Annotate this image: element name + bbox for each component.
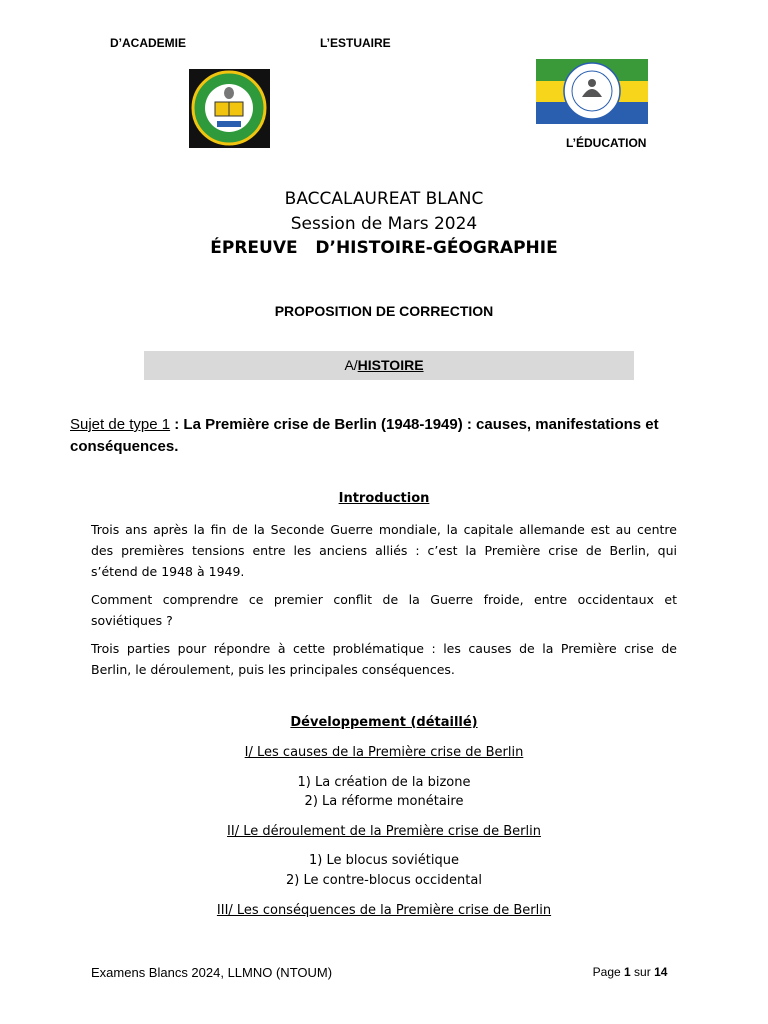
intro-p2-l1: Comment comprendre ce premier conflit de la Guerre froide, entre occidentaux et [91,592,677,607]
section-prefix: A/ [344,357,358,373]
intro-heading: Introduction [338,491,430,506]
part3-heading: III/ Les conséquences de la Première crise de Berlin [216,903,552,918]
intro-p1-l2: des premières tensions entre les anciens alliés : c’est la Première crise de Berlin, qui [91,543,677,558]
section-title [0,357,768,373]
part1-item-2: 2) La réforme monétaire [304,794,464,809]
intro-p1-l1: Trois ans après la fin de la Seconde Guerre mondiale, la capitale allemande est au centre [91,522,677,537]
intro-p1-l3: s’étend de 1948 à 1949. [91,564,245,579]
intro-p2-l2: soviétiques ? [91,613,173,628]
header-education: L’ÉDUCATION [566,136,647,150]
page-number [586,951,667,979]
sujet-line1 [70,416,659,433]
part1-heading: I/ Les causes de la Première crise de Berlin [244,745,524,760]
sujet-type: Sujet de type 1 [70,416,171,433]
sujet-text: : La Première crise de Berlin (1948-1949) : causes, manifestations et [170,416,659,433]
intro-p3-l1: Trois parties pour répondre à cette problématique : les causes de la Première crise de [91,641,677,656]
page-current: 1 [624,965,631,979]
page-total: 14 [654,965,668,979]
title-line3: ÉPREUVE D’HISTOIRE-GÉOGRAPHIE [210,238,558,258]
school-logo [189,69,270,148]
title-line1: BACCALAUREAT BLANC [284,189,484,209]
footer-exam: Examens Blancs 2024, LLMNO (NTOUM) [91,965,333,980]
intro-paragraph-3 [91,638,677,680]
part2-item-1: 1) Le blocus soviétique [309,853,459,868]
part2-heading: II/ Le déroulement de la Première crise de Berlin [227,824,541,839]
sujet-line2: conséquences. [70,438,179,455]
intro-paragraph-2 [91,589,677,631]
dev-heading: Développement (détaillé) [290,715,478,730]
part1-item-1: 1) La création de la bizone [297,775,471,790]
gabon-emblem-flag [536,59,648,124]
page-prefix: Page [592,965,625,979]
proposition-heading: PROPOSITION DE CORRECTION [274,303,494,319]
section-label: HISTOIRE [357,357,424,373]
intro-p3-l2: Berlin, le déroulement, puis les principales conséquences. [91,662,455,677]
title-line2: Session de Mars 2024 [290,214,478,234]
part2-item-2: 2) Le contre-blocus occidental [286,873,482,888]
page-sep: sur [630,965,655,979]
header-estuaire: L’ESTUAIRE [320,36,391,50]
intro-paragraph-1 [91,519,677,582]
header-academie: D’ACADEMIE [110,36,187,50]
